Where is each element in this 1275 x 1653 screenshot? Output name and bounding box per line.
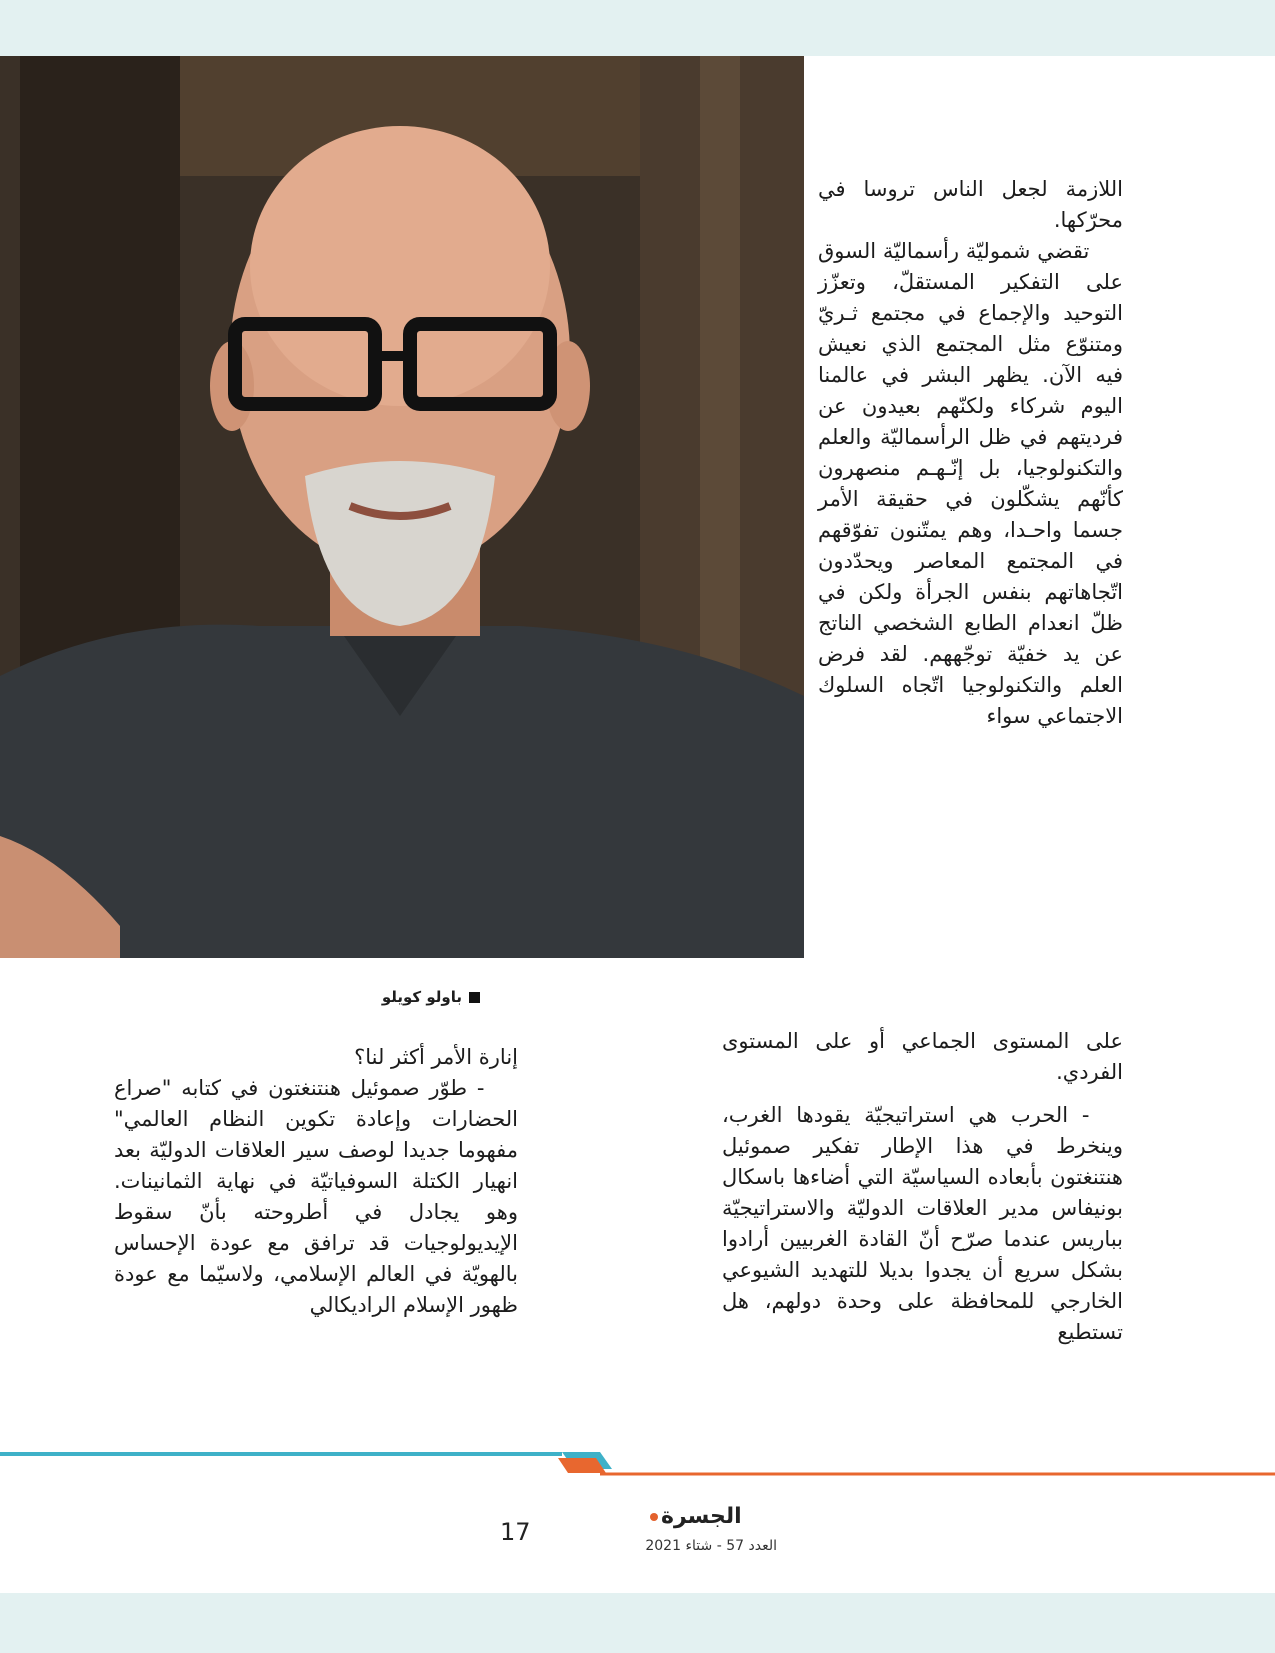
article-column-wide-continuation — [722, 1026, 1123, 1088]
magazine-logo — [650, 1504, 742, 1529]
article-column-bottom-right — [722, 1100, 1123, 1348]
logo-text: الجسرة — [661, 1504, 742, 1529]
logo-dot-icon — [650, 1513, 658, 1521]
magazine-page — [0, 56, 1275, 1593]
portrait-photo — [0, 56, 804, 958]
caption-square-icon — [469, 992, 480, 1003]
paragraph: إنارة الأمر أكثر لنا؟ — [354, 1045, 518, 1069]
paragraph: - طوّر صموئيل هنتنغتون في كتابه "صراع الحضارات وإعادة تكوين النظام العالمي" مفهوما جديدا لوصف سير العلاقات الدوليّة بعد انهيار الكتلة السوفياتيّة في نهاية الثمانينات. وهو يجادل في أطروحته بأنّ سقوط الإيديولوجيات قد ترافق مع عودة الإحساس بالهويّة في العالم الإسلامي، ولاسيّما مع عودة ظهور الإسلام الراديكالي — [114, 1076, 518, 1317]
paragraph: على المستوى الجماعي أو على المستوى الفردي. — [722, 1029, 1123, 1084]
paragraph: تقضي شموليّة رأسماليّة السوق على التفكير المستقلّ، وتعزّز التوحيد والإجماع في مجتمع ثـريّ ومتنوّع مثل المجتمع الذي نعيش فيه الآن. يظهر البشر في عالمنا اليوم شركاء ولكنّهم بعيدون عن فرديتهم في ظل الرأسماليّة والعلم والتكنولوجيا، بل إنّـهـم منصهرون كأنّهم يشكّلون في حقيقة الأمر جسما واحـدا، وهم يمتّنون تفوّقهم في المجتمع المعاصر ويحدّدون اتّجاهاتهم بنفس الجرأة ولكن في ظلّ انعدام الطابع الشخصي الناتج عن يد خفيّة توجّههم. لقد فرض العلم والتكنولوجيا اتّجاه السلوك الاجتماعي سواء — [818, 239, 1123, 728]
issue-line: العدد 57 - شتاء 2021 — [645, 1538, 777, 1554]
article-column-top-right — [818, 174, 1123, 732]
paragraph: - الحرب هي استراتيجيّة يقودها الغرب، وينخرط في هذا الإطار تفكير صموئيل هنتنغتون بأبعاده السياسيّة التي أضاءها باسكال بونيفاس مدير العلاقات الدوليّة والاستراتيجيّة بباريس عندما صرّح أنّ القادة الغربيين أرادوا بشكل سريع أن يجدوا بديلا للتهديد الشيوعي الخارجي للمحافظة على وحدة دولهم، هل تستطيع — [722, 1103, 1123, 1344]
page-number: 17 — [500, 1518, 531, 1546]
caption-text: باولو كويلو — [381, 988, 462, 1006]
portrait-illustration — [0, 56, 804, 958]
footer-decoration — [0, 1452, 1275, 1492]
article-column-bottom-left — [114, 1042, 518, 1321]
paragraph: اللازمة لجعل الناس تروسا في محرّكها. — [818, 177, 1123, 232]
photo-caption — [300, 988, 480, 1006]
